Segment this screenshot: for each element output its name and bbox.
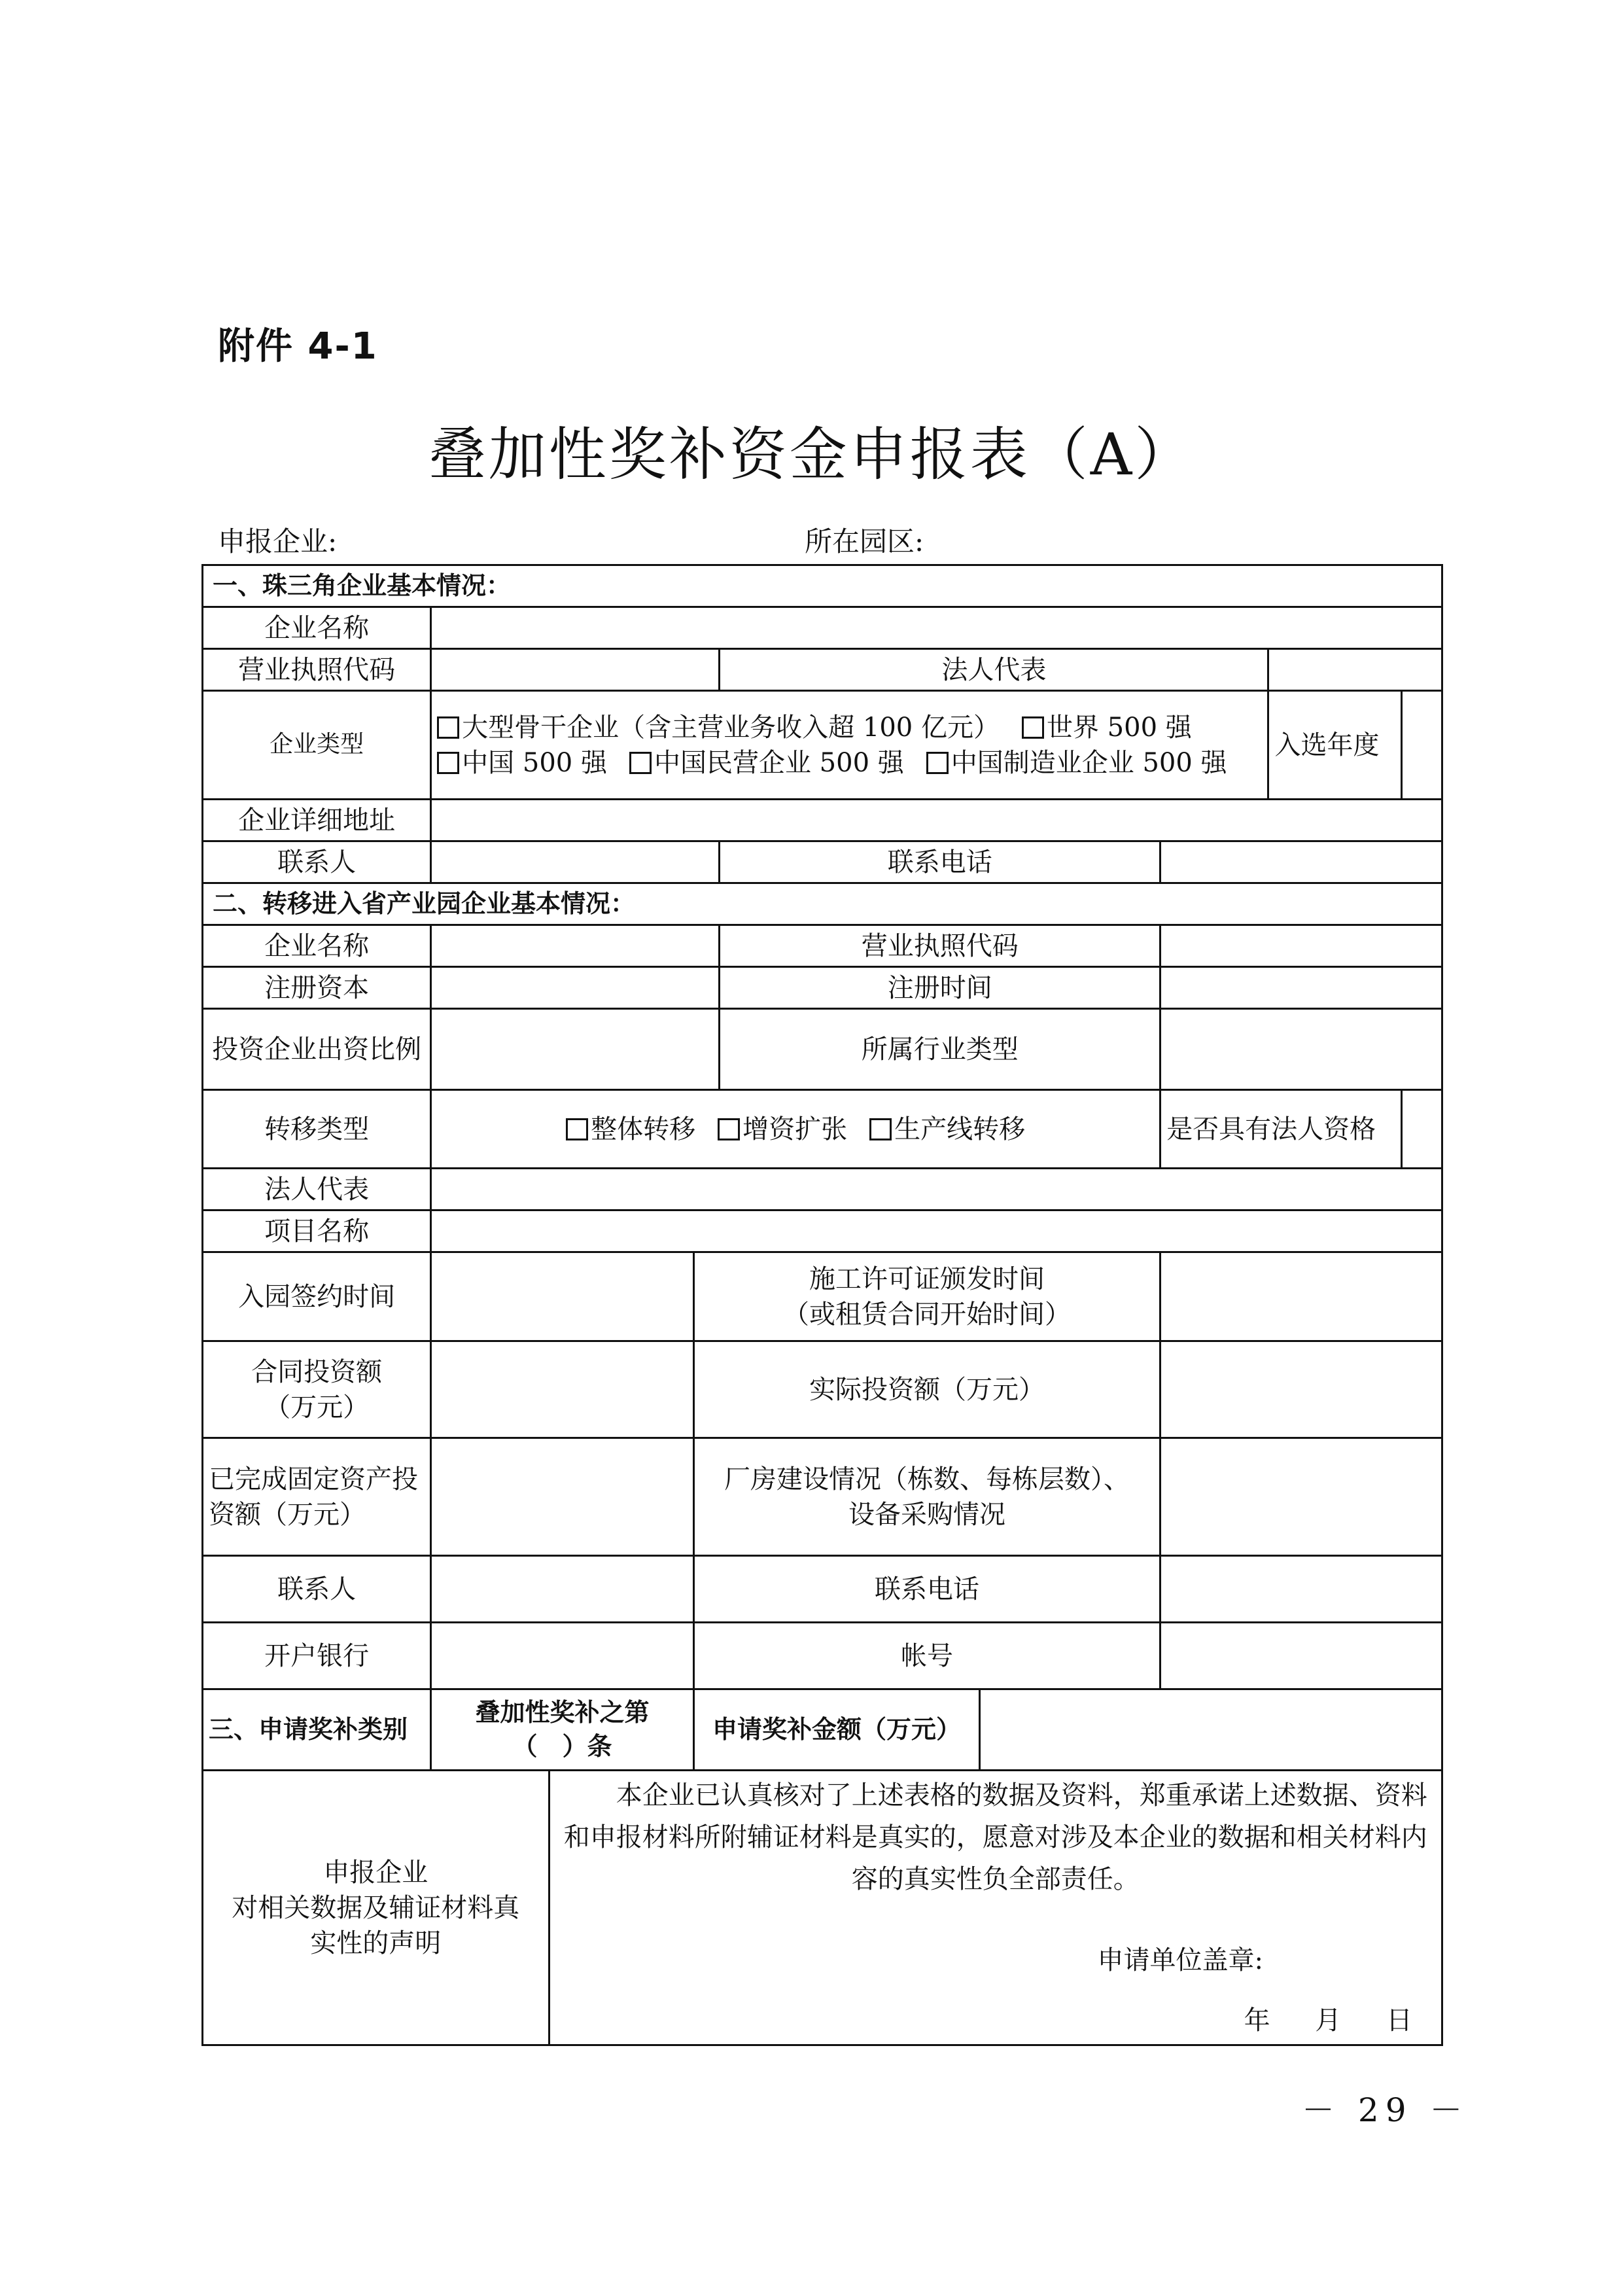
s2-phone-label: 联系电话 xyxy=(693,1556,1160,1623)
s2-industry-type-field[interactable] xyxy=(1161,1009,1442,1090)
s1-phone-field[interactable] xyxy=(1161,841,1442,883)
s2-legal-status-field[interactable] xyxy=(1402,1090,1442,1169)
transfer-option-line[interactable]: 生产线转移 xyxy=(869,1114,1025,1144)
s1-legal-rep-label: 法人代表 xyxy=(720,649,1268,691)
s2-capital-field[interactable] xyxy=(431,967,720,1009)
s2-bank-field[interactable] xyxy=(431,1623,694,1689)
s2-investor-ratio-field[interactable] xyxy=(431,1009,720,1090)
s2-contract-investment-label: 合同投资额 （万元） xyxy=(203,1341,431,1438)
s2-permit-time-field[interactable] xyxy=(1161,1252,1442,1341)
application-form-table xyxy=(201,564,1443,2046)
s1-company-name-field[interactable] xyxy=(431,607,1442,649)
s1-selected-year-label: 入选年度 xyxy=(1268,691,1402,800)
declaration-text: 本企业已认真核对了上述表格的数据及资料，郑重承诺上述数据、资料和申报材料所附辅证材料是真实的，愿意对涉及本企业的数据和相关材料内容的真实性负全部责任。 xyxy=(563,1780,1427,1894)
s2-account-field[interactable] xyxy=(1161,1623,1442,1689)
type-option-china-500[interactable]: 中国 500 强 xyxy=(437,748,607,778)
s2-actual-investment-field[interactable] xyxy=(1161,1341,1442,1438)
checkbox-icon[interactable] xyxy=(629,752,652,774)
attachment-label: 附件 4-1 xyxy=(218,325,378,368)
checkbox-icon[interactable] xyxy=(718,1118,740,1140)
declaration-body xyxy=(549,1771,1442,2045)
s2-phone-field[interactable] xyxy=(1161,1556,1442,1623)
s1-phone-label: 联系电话 xyxy=(720,841,1161,883)
s2-fixed-assets-field[interactable] xyxy=(431,1438,694,1556)
s2-contract-investment-field[interactable] xyxy=(431,1341,694,1438)
checkbox-icon[interactable] xyxy=(437,716,459,739)
type-option-world-500[interactable]: 世界 500 强 xyxy=(1022,713,1192,743)
checkbox-icon[interactable] xyxy=(869,1118,892,1140)
s2-permit-time-label: 施工许可证颁发时间 （或租赁合同开始时间） xyxy=(693,1252,1160,1341)
s2-contact-label: 联系人 xyxy=(203,1556,431,1623)
s3-amount-field[interactable] xyxy=(980,1689,1442,1771)
s1-legal-rep-field[interactable] xyxy=(1268,649,1442,691)
s2-project-name-label: 项目名称 xyxy=(203,1210,431,1252)
s2-plant-label: 厂房建设情况（栋数、每栋层数）、 设备采购情况 xyxy=(693,1438,1160,1556)
s2-sign-time-label: 入园签约时间 xyxy=(203,1252,431,1341)
s3-amount-label: 申请奖补金额（万元） xyxy=(693,1689,980,1771)
type-option-large-enterprise[interactable]: 大型骨干企业（含主营业务收入超 100 亿元） xyxy=(437,713,1000,743)
s1-license-code-label: 营业执照代码 xyxy=(203,649,431,691)
s2-company-name-field[interactable] xyxy=(431,925,720,967)
s1-contact-field[interactable] xyxy=(431,841,720,883)
applicant-label: 申报企业: xyxy=(218,525,338,557)
transfer-option-expand[interactable]: 增资扩张 xyxy=(718,1114,847,1144)
s1-company-name-label: 企业名称 xyxy=(203,607,431,649)
s2-legal-status-label: 是否具有法人资格 xyxy=(1161,1090,1402,1169)
type-option-manufacturing-500[interactable]: 中国制造业企业 500 强 xyxy=(926,748,1227,778)
s2-legal-rep-label: 法人代表 xyxy=(203,1169,431,1210)
s2-fixed-assets-label: 已完成固定资产投资额（万元） xyxy=(203,1438,431,1556)
s1-address-field[interactable] xyxy=(431,800,1442,841)
park-label: 所在园区: xyxy=(805,525,924,557)
s1-company-type-label: 企业类型 xyxy=(203,691,431,800)
transfer-option-whole[interactable]: 整体转移 xyxy=(566,1114,695,1144)
checkbox-icon[interactable] xyxy=(437,752,459,774)
section3-heading: 三、申请奖补类别 xyxy=(203,1689,431,1771)
s2-transfer-options xyxy=(431,1090,1161,1169)
s2-license-code-field[interactable] xyxy=(1161,925,1442,967)
s2-project-name-field[interactable] xyxy=(431,1210,1442,1252)
s1-selected-year-field[interactable] xyxy=(1402,691,1442,800)
s2-actual-investment-label: 实际投资额（万元） xyxy=(693,1341,1160,1438)
checkbox-icon[interactable] xyxy=(566,1118,588,1140)
type-option-private-500[interactable]: 中国民营企业 500 强 xyxy=(629,748,904,778)
s2-reg-time-field[interactable] xyxy=(1161,967,1442,1009)
s2-reg-time-label: 注册时间 xyxy=(720,967,1161,1009)
section1-heading: 一、珠三角企业基本情况： xyxy=(203,565,1442,607)
checkbox-icon[interactable] xyxy=(1022,716,1044,739)
s2-plant-field[interactable] xyxy=(1161,1438,1442,1556)
section2-heading: 二、转移进入省产业园企业基本情况： xyxy=(203,883,1442,925)
s2-bank-label: 开户银行 xyxy=(203,1623,431,1689)
page-number: － 29 － xyxy=(1302,2091,1469,2129)
form-title: 叠加性奖补资金申报表（A） xyxy=(428,421,1195,488)
s2-account-label: 帐号 xyxy=(693,1623,1160,1689)
s2-sign-time-field[interactable] xyxy=(431,1252,694,1341)
s2-industry-type-label: 所属行业类型 xyxy=(720,1009,1161,1090)
s2-license-code-label: 营业执照代码 xyxy=(720,925,1161,967)
s2-legal-rep-field[interactable] xyxy=(431,1169,1442,1210)
s2-capital-label: 注册资本 xyxy=(203,967,431,1009)
s2-contact-field[interactable] xyxy=(431,1556,694,1623)
checkbox-icon[interactable] xyxy=(926,752,949,774)
s2-transfer-type-label: 转移类型 xyxy=(203,1090,431,1169)
s2-investor-ratio-label: 投资企业出资比例 xyxy=(203,1009,431,1090)
declaration-label: 申报企业 对相关数据及辅证材料真实性的声明 xyxy=(203,1771,550,2045)
s1-address-label: 企业详细地址 xyxy=(203,800,431,841)
s1-license-code-field[interactable] xyxy=(431,649,720,691)
s3-clause-field[interactable]: 叠加性奖补之第 （ ）条 xyxy=(431,1689,694,1771)
s2-company-name-label: 企业名称 xyxy=(203,925,431,967)
s1-company-type-options xyxy=(431,691,1268,800)
s1-contact-label: 联系人 xyxy=(203,841,431,883)
date-label: 年 月 日 xyxy=(1244,2005,1431,2036)
seal-label: 申请单位盖章: xyxy=(1097,1945,1264,1975)
